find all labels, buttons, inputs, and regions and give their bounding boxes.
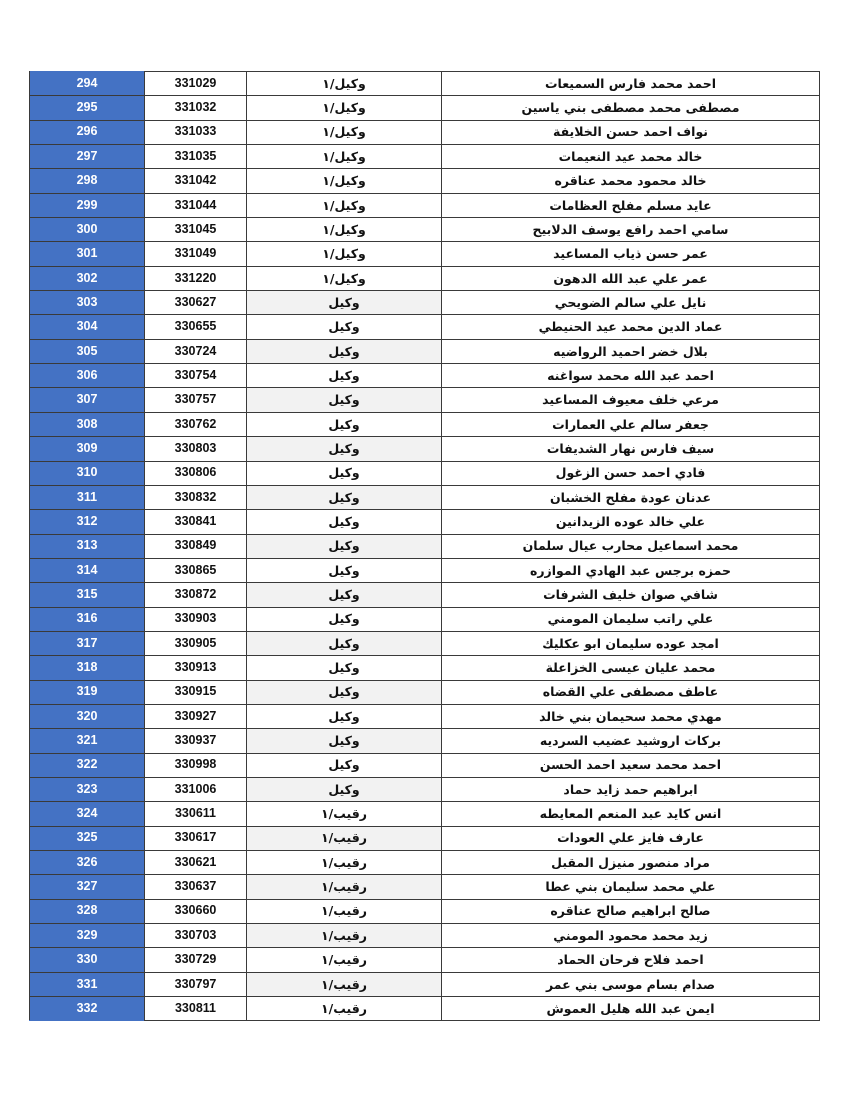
table-row: [30, 656, 820, 680]
cell-service-number: 330832: [145, 485, 247, 509]
table-row: [30, 145, 820, 169]
cell-rank: وكيل/١: [247, 120, 442, 144]
cell-service-number: 331044: [145, 193, 247, 217]
table-row: [30, 339, 820, 363]
table-row: [30, 777, 820, 801]
cell-service-number: 331220: [145, 266, 247, 290]
cell-sequence-number: 308: [30, 412, 145, 436]
table-row: [30, 631, 820, 655]
cell-sequence-number: 302: [30, 266, 145, 290]
cell-service-number: 330913: [145, 656, 247, 680]
cell-rank: وكيل: [247, 558, 442, 582]
table-row: [30, 315, 820, 339]
cell-sequence-number: 325: [30, 826, 145, 850]
cell-name: حمزه برجس عبد الهادي الموازره: [442, 558, 820, 582]
cell-rank: وكيل: [247, 583, 442, 607]
cell-rank: وكيل: [247, 291, 442, 315]
cell-service-number: 330865: [145, 558, 247, 582]
table-row: [30, 753, 820, 777]
cell-name: صالح ابراهيم صالح عناقره: [442, 899, 820, 923]
cell-name: خالد محمود محمد عناقره: [442, 169, 820, 193]
cell-service-number: 330811: [145, 997, 247, 1021]
cell-service-number: 331049: [145, 242, 247, 266]
table-row: [30, 291, 820, 315]
cell-sequence-number: 300: [30, 218, 145, 242]
cell-name: بركات اروشيد عضيب السرديه: [442, 729, 820, 753]
cell-rank: رقيب/١: [247, 924, 442, 948]
roster-table-body: [30, 72, 820, 1021]
cell-service-number: 330621: [145, 851, 247, 875]
table-row: [30, 461, 820, 485]
cell-sequence-number: 332: [30, 997, 145, 1021]
cell-name: محمد عليان عيسى الخزاعلة: [442, 656, 820, 680]
cell-sequence-number: 324: [30, 802, 145, 826]
cell-sequence-number: 294: [30, 72, 145, 96]
cell-name: مصطفى محمد مصطفى بني ياسين: [442, 96, 820, 120]
table-row: [30, 997, 820, 1021]
cell-sequence-number: 319: [30, 680, 145, 704]
cell-service-number: 330660: [145, 899, 247, 923]
cell-rank: وكيل: [247, 437, 442, 461]
cell-sequence-number: 330: [30, 948, 145, 972]
cell-name: ايمن عبد الله هليل العموش: [442, 997, 820, 1021]
cell-name: خالد محمد عيد النعيمات: [442, 145, 820, 169]
cell-service-number: 330849: [145, 534, 247, 558]
table-row: [30, 242, 820, 266]
table-row: [30, 972, 820, 996]
cell-sequence-number: 303: [30, 291, 145, 315]
cell-service-number: 330757: [145, 388, 247, 412]
cell-rank: وكيل: [247, 364, 442, 388]
cell-sequence-number: 322: [30, 753, 145, 777]
cell-service-number: 330797: [145, 972, 247, 996]
cell-name: احمد عبد الله محمد سواغنه: [442, 364, 820, 388]
cell-name: نواف احمد حسن الخلايفة: [442, 120, 820, 144]
cell-rank: وكيل: [247, 510, 442, 534]
cell-service-number: 331042: [145, 169, 247, 193]
cell-rank: رقيب/١: [247, 972, 442, 996]
cell-rank: رقيب/١: [247, 826, 442, 850]
table-row: [30, 510, 820, 534]
cell-sequence-number: 329: [30, 924, 145, 948]
table-row: [30, 948, 820, 972]
cell-sequence-number: 310: [30, 461, 145, 485]
cell-rank: رقيب/١: [247, 899, 442, 923]
cell-rank: وكيل: [247, 461, 442, 485]
cell-sequence-number: 295: [30, 96, 145, 120]
cell-service-number: 330729: [145, 948, 247, 972]
cell-rank: وكيل: [247, 680, 442, 704]
cell-service-number: 330703: [145, 924, 247, 948]
cell-service-number: 331032: [145, 96, 247, 120]
cell-sequence-number: 305: [30, 339, 145, 363]
cell-sequence-number: 328: [30, 899, 145, 923]
cell-sequence-number: 311: [30, 485, 145, 509]
cell-name: بلال خضر احميد الرواضيه: [442, 339, 820, 363]
table-row: [30, 193, 820, 217]
cell-name: مراد منصور منيزل المقبل: [442, 851, 820, 875]
cell-sequence-number: 299: [30, 193, 145, 217]
cell-sequence-number: 320: [30, 704, 145, 728]
table-row: [30, 437, 820, 461]
cell-sequence-number: 309: [30, 437, 145, 461]
cell-name: عايد مسلم مفلح العظامات: [442, 193, 820, 217]
table-row: [30, 826, 820, 850]
table-row: [30, 388, 820, 412]
cell-rank: وكيل: [247, 607, 442, 631]
cell-rank: وكيل: [247, 777, 442, 801]
table-row: [30, 680, 820, 704]
cell-rank: وكيل: [247, 729, 442, 753]
table-row: [30, 96, 820, 120]
cell-service-number: 330927: [145, 704, 247, 728]
cell-rank: وكيل/١: [247, 193, 442, 217]
cell-name: عمر علي عبد الله الدهون: [442, 266, 820, 290]
cell-rank: وكيل: [247, 656, 442, 680]
cell-service-number: 331033: [145, 120, 247, 144]
cell-rank: وكيل/١: [247, 96, 442, 120]
cell-rank: وكيل/١: [247, 72, 442, 96]
cell-name: عارف فايز علي العودات: [442, 826, 820, 850]
cell-service-number: 330617: [145, 826, 247, 850]
cell-name: انس كايد عبد المنعم المعايطه: [442, 802, 820, 826]
cell-name: محمد اسماعيل محارب عيال سلمان: [442, 534, 820, 558]
cell-service-number: 330762: [145, 412, 247, 436]
roster-table: [29, 71, 820, 1021]
cell-rank: وكيل/١: [247, 169, 442, 193]
cell-sequence-number: 316: [30, 607, 145, 631]
cell-sequence-number: 312: [30, 510, 145, 534]
table-row: [30, 218, 820, 242]
cell-rank: رقيب/١: [247, 948, 442, 972]
table-row: [30, 266, 820, 290]
cell-rank: وكيل: [247, 704, 442, 728]
table-row: [30, 851, 820, 875]
cell-service-number: 330611: [145, 802, 247, 826]
cell-service-number: 330905: [145, 631, 247, 655]
cell-name: عمر حسن ذياب المساعيد: [442, 242, 820, 266]
table-row: [30, 72, 820, 96]
cell-service-number: 330841: [145, 510, 247, 534]
cell-name: علي محمد سليمان بني عطا: [442, 875, 820, 899]
cell-rank: وكيل/١: [247, 242, 442, 266]
table-row: [30, 364, 820, 388]
cell-sequence-number: 317: [30, 631, 145, 655]
table-row: [30, 924, 820, 948]
table-row: [30, 558, 820, 582]
cell-service-number: 330937: [145, 729, 247, 753]
cell-name: احمد فلاح فرحان الحماد: [442, 948, 820, 972]
cell-name: جعفر سالم علي العمارات: [442, 412, 820, 436]
table-row: [30, 583, 820, 607]
cell-sequence-number: 301: [30, 242, 145, 266]
cell-sequence-number: 315: [30, 583, 145, 607]
cell-name: فادي احمد حسن الزغول: [442, 461, 820, 485]
cell-service-number: 330806: [145, 461, 247, 485]
cell-name: سامي احمد رافع يوسف الدلابيح: [442, 218, 820, 242]
cell-rank: رقيب/١: [247, 875, 442, 899]
table-row: [30, 704, 820, 728]
cell-service-number: 331006: [145, 777, 247, 801]
cell-sequence-number: 323: [30, 777, 145, 801]
cell-rank: وكيل: [247, 412, 442, 436]
cell-sequence-number: 297: [30, 145, 145, 169]
cell-sequence-number: 326: [30, 851, 145, 875]
table-row: [30, 120, 820, 144]
cell-name: امجد عوده سليمان ابو عكليك: [442, 631, 820, 655]
cell-sequence-number: 296: [30, 120, 145, 144]
cell-rank: وكيل: [247, 534, 442, 558]
cell-rank: رقيب/١: [247, 997, 442, 1021]
cell-service-number: 330655: [145, 315, 247, 339]
table-row: [30, 412, 820, 436]
cell-sequence-number: 314: [30, 558, 145, 582]
cell-service-number: 330724: [145, 339, 247, 363]
cell-service-number: 330998: [145, 753, 247, 777]
table-row: [30, 485, 820, 509]
cell-name: علي راتب سليمان المومني: [442, 607, 820, 631]
cell-rank: رقيب/١: [247, 802, 442, 826]
cell-rank: وكيل: [247, 631, 442, 655]
cell-sequence-number: 307: [30, 388, 145, 412]
cell-name: احمد محمد سعيد احمد الحسن: [442, 753, 820, 777]
cell-service-number: 330872: [145, 583, 247, 607]
cell-name: مهدي محمد سحيمان بني خالد: [442, 704, 820, 728]
cell-name: عاطف مصطفى علي القضاه: [442, 680, 820, 704]
table-row: [30, 169, 820, 193]
table-row: [30, 875, 820, 899]
cell-sequence-number: 313: [30, 534, 145, 558]
cell-name: شافي صوان خليف الشرفات: [442, 583, 820, 607]
cell-name: علي خالد عوده الزيدانين: [442, 510, 820, 534]
cell-rank: وكيل/١: [247, 266, 442, 290]
cell-name: سيف فارس نهار الشديفات: [442, 437, 820, 461]
cell-rank: وكيل/١: [247, 145, 442, 169]
roster-table-container: [30, 71, 820, 1021]
cell-rank: وكيل: [247, 753, 442, 777]
cell-sequence-number: 306: [30, 364, 145, 388]
table-row: [30, 607, 820, 631]
cell-rank: وكيل: [247, 388, 442, 412]
table-row: [30, 534, 820, 558]
cell-name: احمد محمد فارس السميعات: [442, 72, 820, 96]
cell-service-number: 330915: [145, 680, 247, 704]
cell-service-number: 330627: [145, 291, 247, 315]
cell-name: عماد الدين محمد عيد الحنيطي: [442, 315, 820, 339]
cell-rank: وكيل: [247, 485, 442, 509]
cell-service-number: 331035: [145, 145, 247, 169]
cell-name: ابراهيم حمد زايد حماد: [442, 777, 820, 801]
cell-rank: وكيل/١: [247, 218, 442, 242]
cell-service-number: 330903: [145, 607, 247, 631]
cell-sequence-number: 304: [30, 315, 145, 339]
cell-sequence-number: 327: [30, 875, 145, 899]
cell-rank: وكيل: [247, 339, 442, 363]
cell-sequence-number: 321: [30, 729, 145, 753]
cell-name: صدام بسام موسى بني عمر: [442, 972, 820, 996]
cell-name: نايل علي سالم الضويحي: [442, 291, 820, 315]
cell-rank: وكيل: [247, 315, 442, 339]
cell-rank: رقيب/١: [247, 851, 442, 875]
cell-name: مرعي خلف معيوف المساعيد: [442, 388, 820, 412]
cell-name: زيد محمد محمود المومني: [442, 924, 820, 948]
cell-service-number: 331029: [145, 72, 247, 96]
cell-service-number: 330754: [145, 364, 247, 388]
cell-service-number: 331045: [145, 218, 247, 242]
cell-sequence-number: 331: [30, 972, 145, 996]
cell-sequence-number: 298: [30, 169, 145, 193]
cell-service-number: 330637: [145, 875, 247, 899]
cell-sequence-number: 318: [30, 656, 145, 680]
table-row: [30, 899, 820, 923]
table-row: [30, 802, 820, 826]
table-row: [30, 729, 820, 753]
cell-service-number: 330803: [145, 437, 247, 461]
cell-name: عدنان عودة مفلح الخشبان: [442, 485, 820, 509]
